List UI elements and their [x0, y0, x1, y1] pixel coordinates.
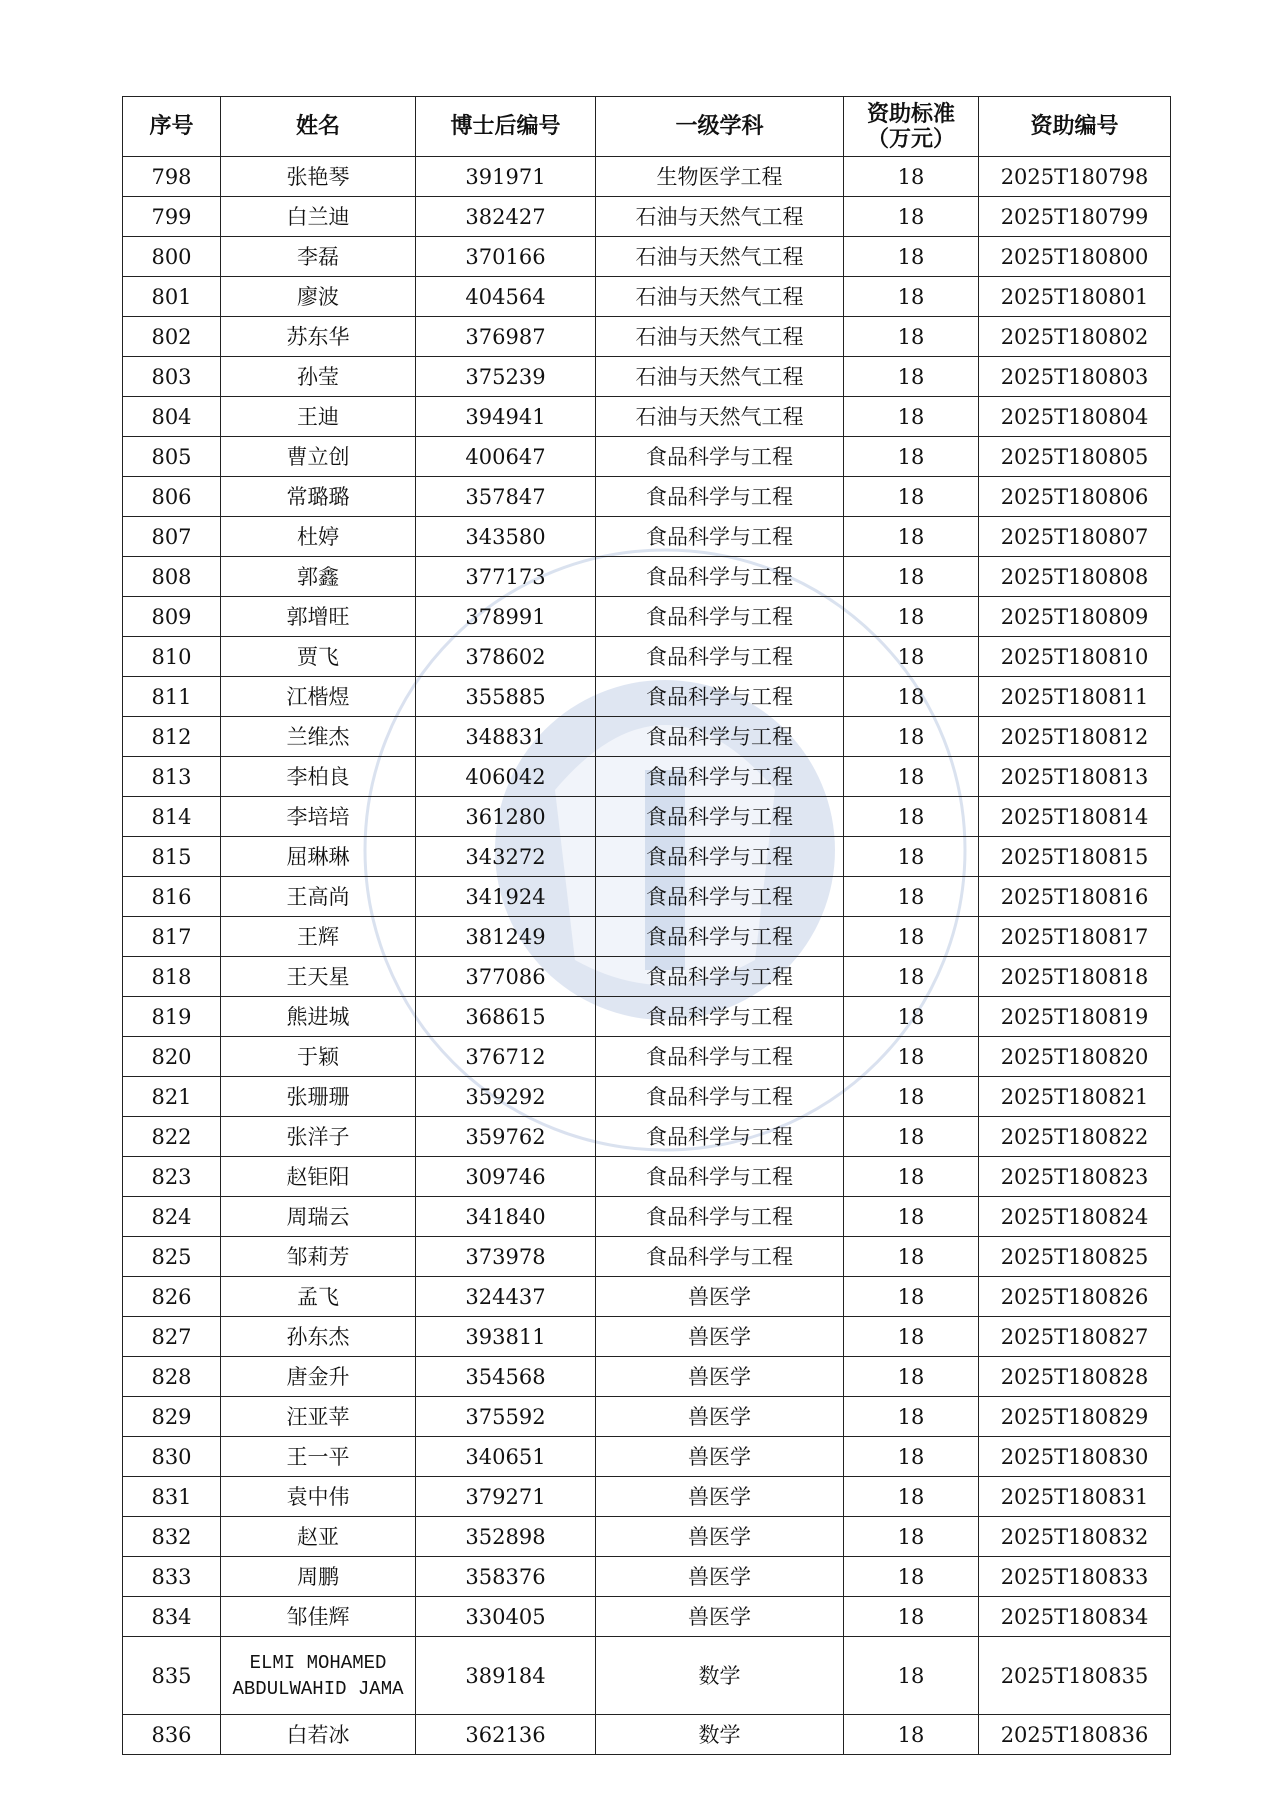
cell-postdoc-id: 362136	[416, 1715, 596, 1755]
cell-discipline: 食品科学与工程	[596, 837, 844, 877]
cell-name: 赵钜阳	[221, 1157, 416, 1197]
cell-name: 王辉	[221, 917, 416, 957]
cell-postdoc-id: 378602	[416, 637, 596, 677]
cell-grant-id: 2025T180823	[979, 1157, 1171, 1197]
table-row	[123, 157, 1171, 197]
cell-grant-id: 2025T180822	[979, 1117, 1171, 1157]
cell-discipline: 兽医学	[596, 1557, 844, 1597]
cell-funding: 18	[844, 1237, 979, 1277]
cell-grant-id: 2025T180814	[979, 797, 1171, 837]
cell-postdoc-id: 368615	[416, 997, 596, 1037]
cell-index: 809	[123, 597, 221, 637]
cell-name: 兰维杰	[221, 717, 416, 757]
cell-postdoc-id: 379271	[416, 1477, 596, 1517]
header-funding	[844, 97, 979, 157]
cell-funding: 18	[844, 997, 979, 1037]
cell-grant-id: 2025T180815	[979, 837, 1171, 877]
cell-name: 汪亚苹	[221, 1397, 416, 1437]
cell-grant-id: 2025T180810	[979, 637, 1171, 677]
cell-index: 814	[123, 797, 221, 837]
cell-name: 周瑞云	[221, 1197, 416, 1237]
cell-discipline: 石油与天然气工程	[596, 397, 844, 437]
table-row	[123, 597, 1171, 637]
cell-index: 828	[123, 1357, 221, 1397]
cell-postdoc-id: 343272	[416, 837, 596, 877]
table-row	[123, 557, 1171, 597]
cell-discipline: 兽医学	[596, 1477, 844, 1517]
cell-grant-id: 2025T180811	[979, 677, 1171, 717]
cell-name: 贾飞	[221, 637, 416, 677]
cell-funding: 18	[844, 1477, 979, 1517]
table-row	[123, 397, 1171, 437]
cell-index: 826	[123, 1277, 221, 1317]
table-row	[123, 797, 1171, 837]
cell-discipline: 石油与天然气工程	[596, 197, 844, 237]
cell-funding: 18	[844, 477, 979, 517]
cell-discipline: 石油与天然气工程	[596, 237, 844, 277]
header-funding-line1: 资助标准	[866, 101, 955, 127]
table-row	[123, 237, 1171, 277]
table-row	[123, 1637, 1171, 1715]
cell-index: 823	[123, 1157, 221, 1197]
cell-postdoc-id: 400647	[416, 437, 596, 477]
cell-funding: 18	[844, 597, 979, 637]
cell-grant-id: 2025T180805	[979, 437, 1171, 477]
cell-discipline: 食品科学与工程	[596, 997, 844, 1037]
cell-name: 廖波	[221, 277, 416, 317]
header-grant-id: 资助编号	[979, 97, 1171, 157]
cell-grant-id: 2025T180834	[979, 1597, 1171, 1637]
cell-postdoc-id: 394941	[416, 397, 596, 437]
cell-discipline: 食品科学与工程	[596, 517, 844, 557]
cell-grant-id: 2025T180807	[979, 517, 1171, 557]
header-postdoc-id: 博士后编号	[416, 97, 596, 157]
cell-postdoc-id: 393811	[416, 1317, 596, 1357]
table-row	[123, 957, 1171, 997]
cell-discipline: 食品科学与工程	[596, 717, 844, 757]
cell-grant-id: 2025T180832	[979, 1517, 1171, 1557]
cell-discipline: 石油与天然气工程	[596, 317, 844, 357]
cell-grant-id: 2025T180826	[979, 1277, 1171, 1317]
cell-postdoc-id: 391971	[416, 157, 596, 197]
cell-discipline: 石油与天然气工程	[596, 277, 844, 317]
cell-funding: 18	[844, 797, 979, 837]
table-row	[123, 1277, 1171, 1317]
cell-name: 李培培	[221, 797, 416, 837]
cell-funding: 18	[844, 757, 979, 797]
cell-funding: 18	[844, 1557, 979, 1597]
cell-funding: 18	[844, 157, 979, 197]
table-row	[123, 1197, 1171, 1237]
cell-index: 819	[123, 997, 221, 1037]
cell-name: 郭增旺	[221, 597, 416, 637]
cell-grant-id: 2025T180800	[979, 237, 1171, 277]
cell-index: 798	[123, 157, 221, 197]
table-row	[123, 1237, 1171, 1277]
cell-index: 805	[123, 437, 221, 477]
table-row	[123, 277, 1171, 317]
cell-postdoc-id: 341924	[416, 877, 596, 917]
cell-index: 802	[123, 317, 221, 357]
table-row	[123, 1477, 1171, 1517]
cell-index: 831	[123, 1477, 221, 1517]
cell-grant-id: 2025T180824	[979, 1197, 1171, 1237]
cell-postdoc-id: 375592	[416, 1397, 596, 1437]
cell-funding: 18	[844, 1317, 979, 1357]
cell-index: 801	[123, 277, 221, 317]
table-row	[123, 1517, 1171, 1557]
cell-discipline: 数学	[596, 1715, 844, 1755]
cell-funding: 18	[844, 277, 979, 317]
cell-index: 818	[123, 957, 221, 997]
cell-discipline: 食品科学与工程	[596, 797, 844, 837]
cell-postdoc-id: 348831	[416, 717, 596, 757]
cell-postdoc-id: 376987	[416, 317, 596, 357]
cell-funding: 18	[844, 1197, 979, 1237]
cell-postdoc-id: 389184	[416, 1637, 596, 1715]
cell-postdoc-id: 340651	[416, 1437, 596, 1477]
cell-name: 杜婷	[221, 517, 416, 557]
cell-index: 836	[123, 1715, 221, 1755]
cell-discipline: 兽医学	[596, 1277, 844, 1317]
cell-index: 799	[123, 197, 221, 237]
cell-index: 832	[123, 1517, 221, 1557]
header-discipline: 一级学科	[596, 97, 844, 157]
cell-funding: 18	[844, 1157, 979, 1197]
table-row	[123, 437, 1171, 477]
cell-postdoc-id: 358376	[416, 1557, 596, 1597]
cell-name: 周鹏	[221, 1557, 416, 1597]
cell-funding: 18	[844, 637, 979, 677]
cell-index: 817	[123, 917, 221, 957]
cell-grant-id: 2025T180827	[979, 1317, 1171, 1357]
cell-funding: 18	[844, 1077, 979, 1117]
table-row	[123, 917, 1171, 957]
cell-index: 806	[123, 477, 221, 517]
cell-funding: 18	[844, 1397, 979, 1437]
cell-grant-id: 2025T180820	[979, 1037, 1171, 1077]
cell-funding: 18	[844, 957, 979, 997]
cell-postdoc-id: 404564	[416, 277, 596, 317]
cell-discipline: 食品科学与工程	[596, 677, 844, 717]
cell-index: 804	[123, 397, 221, 437]
cell-postdoc-id: 376712	[416, 1037, 596, 1077]
cell-name: 袁中伟	[221, 1477, 416, 1517]
cell-grant-id: 2025T180806	[979, 477, 1171, 517]
cell-postdoc-id: 341840	[416, 1197, 596, 1237]
cell-index: 813	[123, 757, 221, 797]
table-row	[123, 1557, 1171, 1597]
table-row	[123, 757, 1171, 797]
cell-postdoc-id: 373978	[416, 1237, 596, 1277]
cell-postdoc-id: 324437	[416, 1277, 596, 1317]
cell-index: 830	[123, 1437, 221, 1477]
cell-discipline: 食品科学与工程	[596, 437, 844, 477]
cell-funding: 18	[844, 717, 979, 757]
cell-postdoc-id: 377173	[416, 557, 596, 597]
cell-funding: 18	[844, 437, 979, 477]
cell-funding: 18	[844, 1597, 979, 1637]
cell-index: 835	[123, 1637, 221, 1715]
cell-name: 郭鑫	[221, 557, 416, 597]
cell-name: 王一平	[221, 1437, 416, 1477]
cell-name: 于颖	[221, 1037, 416, 1077]
header-index: 序号	[123, 97, 221, 157]
cell-discipline: 兽医学	[596, 1517, 844, 1557]
cell-grant-id: 2025T180816	[979, 877, 1171, 917]
cell-funding: 18	[844, 557, 979, 597]
cell-postdoc-id: 378991	[416, 597, 596, 637]
cell-grant-id: 2025T180801	[979, 277, 1171, 317]
cell-funding: 18	[844, 357, 979, 397]
cell-funding: 18	[844, 1637, 979, 1715]
cell-grant-id: 2025T180819	[979, 997, 1171, 1037]
cell-name: 张艳琴	[221, 157, 416, 197]
cell-name: 李磊	[221, 237, 416, 277]
table-body	[123, 157, 1171, 1755]
cell-funding: 18	[844, 837, 979, 877]
cell-grant-id: 2025T180804	[979, 397, 1171, 437]
cell-name: 苏东华	[221, 317, 416, 357]
table-row	[123, 1357, 1171, 1397]
table-row	[123, 1037, 1171, 1077]
cell-postdoc-id: 382427	[416, 197, 596, 237]
cell-name: ELMI MOHAMED ABDULWAHID JAMA	[221, 1637, 416, 1715]
cell-grant-id: 2025T180809	[979, 597, 1171, 637]
cell-discipline: 兽医学	[596, 1357, 844, 1397]
cell-grant-id: 2025T180799	[979, 197, 1171, 237]
cell-index: 807	[123, 517, 221, 557]
cell-index: 811	[123, 677, 221, 717]
cell-discipline: 食品科学与工程	[596, 1077, 844, 1117]
cell-postdoc-id: 355885	[416, 677, 596, 717]
cell-index: 815	[123, 837, 221, 877]
cell-name: 王天星	[221, 957, 416, 997]
cell-discipline: 食品科学与工程	[596, 757, 844, 797]
cell-funding: 18	[844, 1117, 979, 1157]
cell-name: 张珊珊	[221, 1077, 416, 1117]
cell-grant-id: 2025T180825	[979, 1237, 1171, 1277]
cell-postdoc-id: 377086	[416, 957, 596, 997]
cell-discipline: 食品科学与工程	[596, 1037, 844, 1077]
cell-name: 江楷煜	[221, 677, 416, 717]
cell-name: 李柏良	[221, 757, 416, 797]
cell-discipline: 食品科学与工程	[596, 1197, 844, 1237]
cell-index: 824	[123, 1197, 221, 1237]
cell-index: 808	[123, 557, 221, 597]
cell-funding: 18	[844, 317, 979, 357]
cell-grant-id: 2025T180813	[979, 757, 1171, 797]
header-name: 姓名	[221, 97, 416, 157]
cell-discipline: 食品科学与工程	[596, 1157, 844, 1197]
table-row	[123, 997, 1171, 1037]
cell-discipline: 食品科学与工程	[596, 917, 844, 957]
cell-grant-id: 2025T180833	[979, 1557, 1171, 1597]
cell-index: 800	[123, 237, 221, 277]
cell-index: 834	[123, 1597, 221, 1637]
cell-name: 屈琳琳	[221, 837, 416, 877]
cell-grant-id: 2025T180808	[979, 557, 1171, 597]
cell-index: 833	[123, 1557, 221, 1597]
cell-discipline: 兽医学	[596, 1317, 844, 1357]
cell-name: 邹莉芳	[221, 1237, 416, 1277]
grant-list-table	[122, 96, 1171, 1755]
cell-postdoc-id: 359292	[416, 1077, 596, 1117]
cell-grant-id: 2025T180830	[979, 1437, 1171, 1477]
cell-discipline: 生物医学工程	[596, 157, 844, 197]
cell-index: 812	[123, 717, 221, 757]
table-row	[123, 637, 1171, 677]
table-row	[123, 1597, 1171, 1637]
cell-funding: 18	[844, 517, 979, 557]
cell-name: 张洋子	[221, 1117, 416, 1157]
cell-funding: 18	[844, 397, 979, 437]
grant-list-table-container	[122, 96, 1170, 1755]
cell-grant-id: 2025T180817	[979, 917, 1171, 957]
cell-grant-id: 2025T180835	[979, 1637, 1171, 1715]
cell-name: 孟飞	[221, 1277, 416, 1317]
table-row	[123, 197, 1171, 237]
cell-name: 王迪	[221, 397, 416, 437]
cell-discipline: 食品科学与工程	[596, 877, 844, 917]
cell-discipline: 食品科学与工程	[596, 1117, 844, 1157]
cell-discipline: 食品科学与工程	[596, 1237, 844, 1277]
cell-index: 822	[123, 1117, 221, 1157]
cell-index: 821	[123, 1077, 221, 1117]
cell-name: 孙莹	[221, 357, 416, 397]
cell-postdoc-id: 375239	[416, 357, 596, 397]
cell-grant-id: 2025T180803	[979, 357, 1171, 397]
table-row	[123, 517, 1171, 557]
cell-index: 810	[123, 637, 221, 677]
cell-name: 邹佳辉	[221, 1597, 416, 1637]
table-row	[123, 677, 1171, 717]
cell-name: 常璐璐	[221, 477, 416, 517]
cell-funding: 18	[844, 197, 979, 237]
cell-funding: 18	[844, 1517, 979, 1557]
cell-funding: 18	[844, 917, 979, 957]
table-row	[123, 1077, 1171, 1117]
cell-discipline: 石油与天然气工程	[596, 357, 844, 397]
cell-grant-id: 2025T180821	[979, 1077, 1171, 1117]
table-row	[123, 1437, 1171, 1477]
table-row	[123, 1397, 1171, 1437]
cell-name: 王高尚	[221, 877, 416, 917]
table-row	[123, 1317, 1171, 1357]
cell-postdoc-id: 359762	[416, 1117, 596, 1157]
cell-funding: 18	[844, 877, 979, 917]
table-row	[123, 477, 1171, 517]
cell-postdoc-id: 406042	[416, 757, 596, 797]
cell-discipline: 兽医学	[596, 1437, 844, 1477]
cell-name: 白若冰	[221, 1715, 416, 1755]
cell-grant-id: 2025T180798	[979, 157, 1171, 197]
cell-discipline: 食品科学与工程	[596, 957, 844, 997]
cell-grant-id: 2025T180831	[979, 1477, 1171, 1517]
cell-name: 白兰迪	[221, 197, 416, 237]
cell-grant-id: 2025T180836	[979, 1715, 1171, 1755]
cell-discipline: 食品科学与工程	[596, 557, 844, 597]
table-row	[123, 877, 1171, 917]
cell-name: 唐金升	[221, 1357, 416, 1397]
cell-postdoc-id: 381249	[416, 917, 596, 957]
table-row	[123, 357, 1171, 397]
cell-postdoc-id: 330405	[416, 1597, 596, 1637]
cell-discipline: 食品科学与工程	[596, 637, 844, 677]
cell-index: 803	[123, 357, 221, 397]
cell-postdoc-id: 354568	[416, 1357, 596, 1397]
table-row	[123, 317, 1171, 357]
cell-name: 熊进城	[221, 997, 416, 1037]
cell-postdoc-id: 361280	[416, 797, 596, 837]
cell-postdoc-id: 357847	[416, 477, 596, 517]
table-header-row	[123, 97, 1171, 157]
cell-discipline: 食品科学与工程	[596, 597, 844, 637]
table-row	[123, 1157, 1171, 1197]
cell-funding: 18	[844, 1437, 979, 1477]
cell-index: 829	[123, 1397, 221, 1437]
cell-postdoc-id: 352898	[416, 1517, 596, 1557]
table-row	[123, 717, 1171, 757]
cell-grant-id: 2025T180829	[979, 1397, 1171, 1437]
table-row	[123, 1715, 1171, 1755]
table-row	[123, 837, 1171, 877]
cell-funding: 18	[844, 237, 979, 277]
cell-index: 825	[123, 1237, 221, 1277]
cell-discipline: 兽医学	[596, 1597, 844, 1637]
cell-name: 曹立创	[221, 437, 416, 477]
cell-funding: 18	[844, 1037, 979, 1077]
cell-funding: 18	[844, 1715, 979, 1755]
cell-funding: 18	[844, 1357, 979, 1397]
cell-discipline: 兽医学	[596, 1397, 844, 1437]
cell-grant-id: 2025T180812	[979, 717, 1171, 757]
cell-name: 赵亚	[221, 1517, 416, 1557]
cell-postdoc-id: 370166	[416, 237, 596, 277]
cell-grant-id: 2025T180828	[979, 1357, 1171, 1397]
cell-name: 孙东杰	[221, 1317, 416, 1357]
cell-index: 816	[123, 877, 221, 917]
cell-index: 827	[123, 1317, 221, 1357]
table-row	[123, 1117, 1171, 1157]
cell-funding: 18	[844, 677, 979, 717]
cell-discipline: 数学	[596, 1637, 844, 1715]
cell-discipline: 食品科学与工程	[596, 477, 844, 517]
cell-grant-id: 2025T180818	[979, 957, 1171, 997]
cell-index: 820	[123, 1037, 221, 1077]
cell-postdoc-id: 343580	[416, 517, 596, 557]
header-funding-line2: （万元）	[866, 126, 955, 152]
cell-funding: 18	[844, 1277, 979, 1317]
cell-grant-id: 2025T180802	[979, 317, 1171, 357]
cell-postdoc-id: 309746	[416, 1157, 596, 1197]
